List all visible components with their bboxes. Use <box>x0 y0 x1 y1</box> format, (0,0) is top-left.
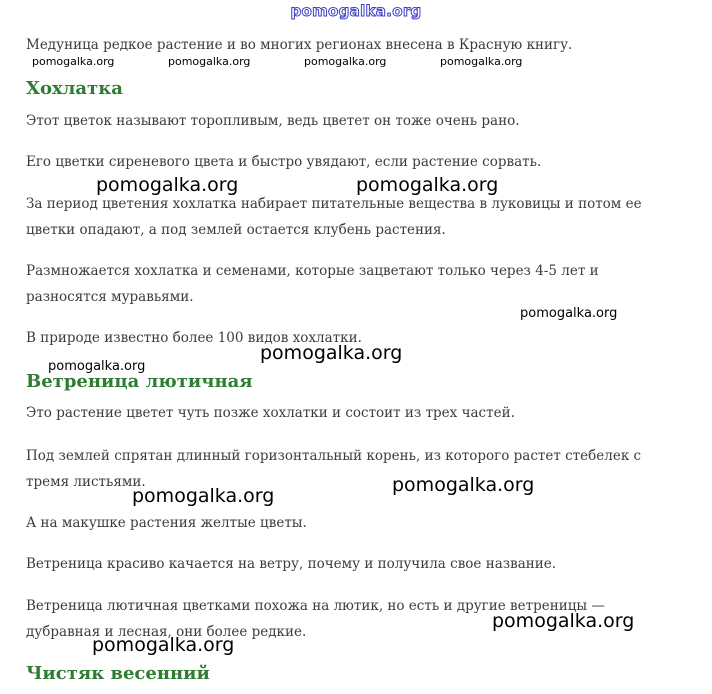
watermark: pomogalka.org <box>520 306 618 321</box>
watermark: pomogalka.org <box>356 174 499 196</box>
paragraph: Ветреница лютичная цветками похожа на лютик, но есть и другие ветреницы — дубравная и лесная, они более редкие. <box>26 598 605 640</box>
watermark: pomogalka.org <box>260 342 403 364</box>
watermark: pomogalka.org <box>392 474 535 496</box>
paragraph: А на макушке растения желтые цветы. <box>26 515 307 531</box>
paragraph: Размножается хохлатка и семенами, которые зацветают только через 4-5 лет и разносятся муравьями. <box>26 263 599 305</box>
watermark: pomogalka.org <box>32 55 115 68</box>
watermark: pomogalka.org <box>96 174 239 196</box>
paragraph-medunitsa: Медуница редкое растение и во многих регионах внесена в Красную книгу. <box>26 37 573 53</box>
watermark: pomogalka.org <box>492 610 635 632</box>
watermark: pomogalka.org <box>304 55 387 68</box>
watermark: pomogalka.org <box>48 359 146 374</box>
heading-chistyak: Чистяк весенний <box>26 663 210 684</box>
paragraph: Его цветки сиреневого цвета и быстро увядают, если растение сорвать. <box>26 154 542 170</box>
watermark: pomogalka.org <box>168 55 251 68</box>
heading-khokhlatka: Хохлатка <box>26 78 123 99</box>
paragraph: За период цветения хохлатка набирает питательные вещества в луковицы и потом ее цветки опадают, а под землей остается клубень растения. <box>26 196 642 238</box>
paragraph: Этот цветок называют торопливым, ведь цветет он тоже очень рано. <box>26 113 520 129</box>
paragraph: В природе известно более 100 видов хохлатки. <box>26 330 362 346</box>
site-header-logo: pomogalka.org <box>290 2 422 20</box>
heading-vetrenitsa: Ветреница лютичная <box>26 371 253 392</box>
paragraph: Под землей спрятан длинный горизонтальный корень, из которого растет стебелек с тремя листьями. <box>26 448 642 490</box>
watermark: pomogalka.org <box>132 485 275 507</box>
watermark: pomogalka.org <box>92 634 235 656</box>
watermark: pomogalka.org <box>440 55 523 68</box>
paragraph: Ветреница красиво качается на ветру, почему и получила свое название. <box>26 556 557 572</box>
paragraph: Это растение цветет чуть позже хохлатки и состоит из трех частей. <box>26 405 515 421</box>
